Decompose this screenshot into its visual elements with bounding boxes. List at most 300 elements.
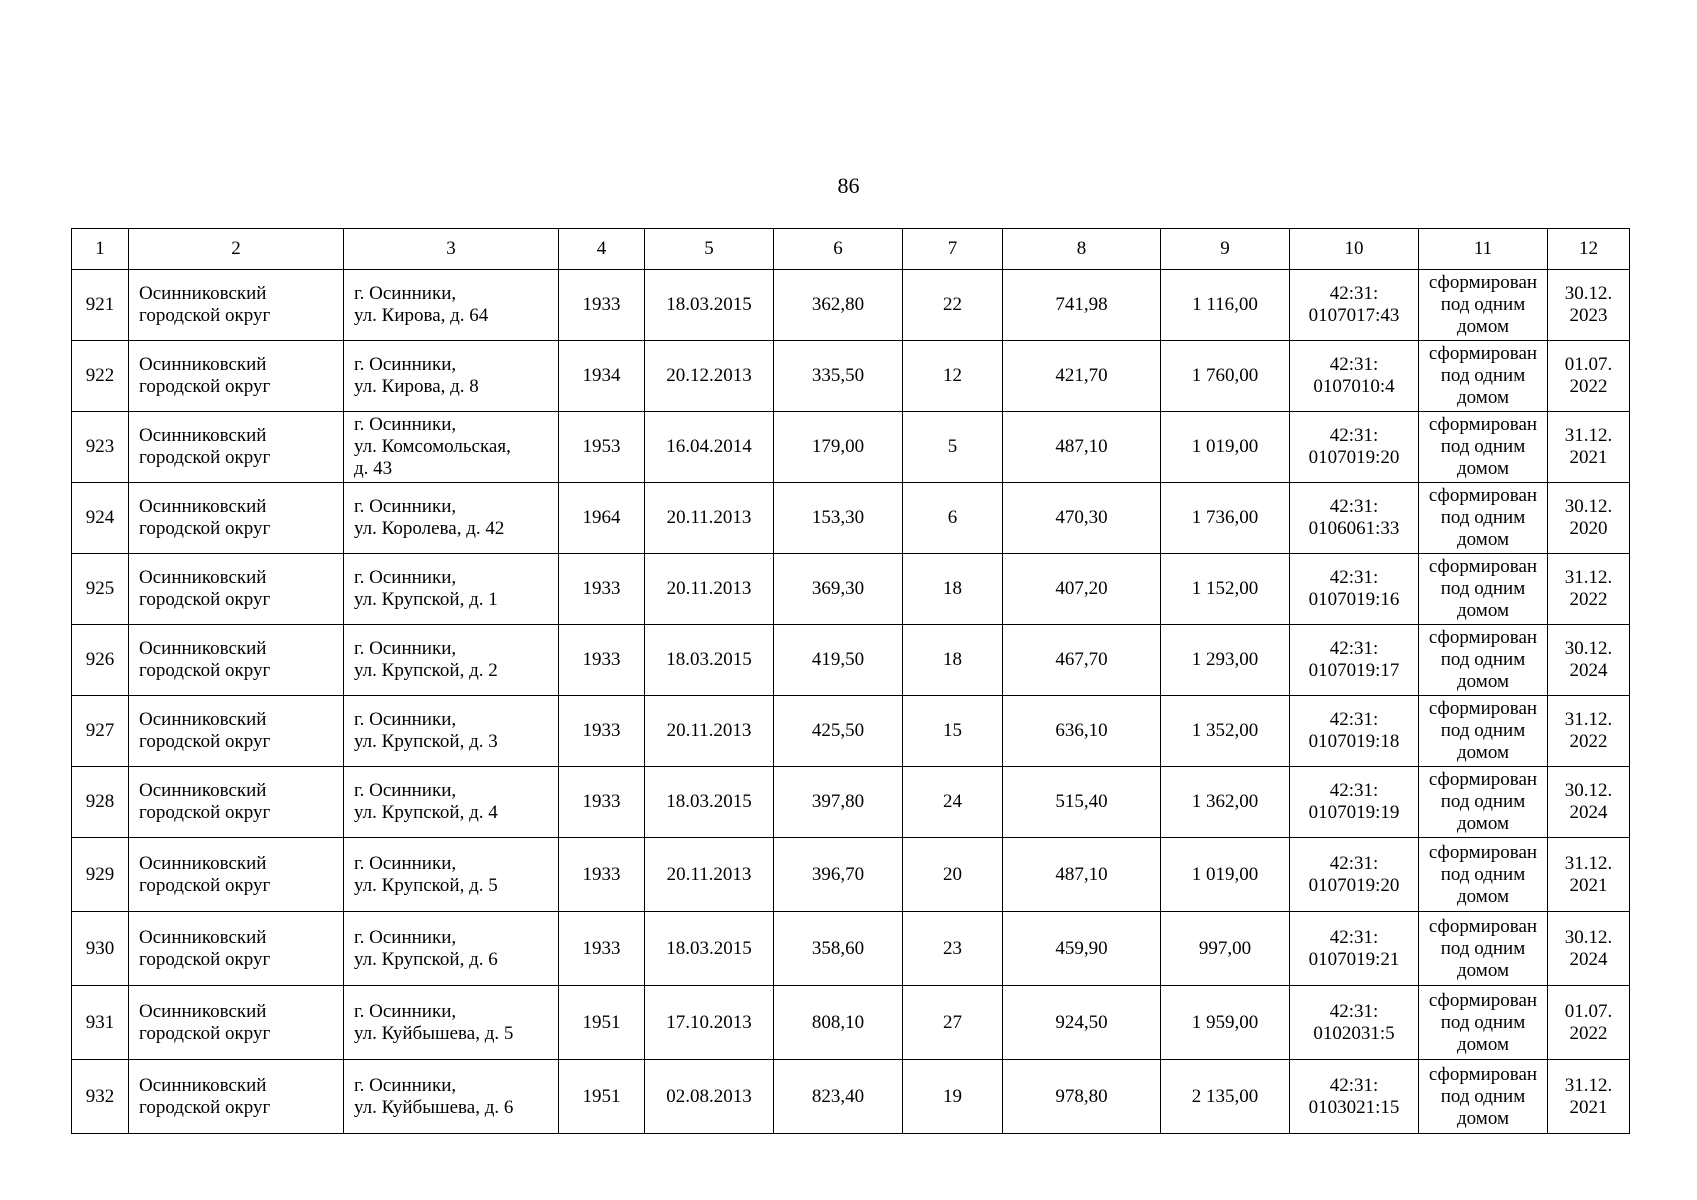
address-cell-line: ул. Комсомольская, bbox=[354, 436, 511, 457]
status-cell-line: сформирован bbox=[1428, 769, 1538, 790]
status-cell bbox=[1419, 625, 1548, 696]
value-col-8: 470,30 bbox=[1003, 483, 1161, 554]
municipality-cell bbox=[129, 341, 344, 412]
status-cell-line: сформирован bbox=[1428, 485, 1538, 506]
status-cell-line: сформирован bbox=[1428, 1063, 1538, 1085]
status-cell bbox=[1419, 554, 1548, 625]
table-row bbox=[72, 341, 1630, 412]
value-col-7: 22 bbox=[903, 270, 1003, 341]
column-header-5: 5 bbox=[645, 229, 774, 270]
cadastral-number-cell-line: 42:31: bbox=[1329, 354, 1379, 375]
value-col-6: 808,10 bbox=[774, 986, 903, 1060]
municipality-cell-line: городской округ bbox=[139, 660, 271, 681]
value-col-6: 425,50 bbox=[774, 696, 903, 767]
deadline-cell-line: 2020 bbox=[1569, 518, 1608, 539]
date-cell: 02.08.2013 bbox=[645, 1060, 774, 1134]
cadastral-number-cell bbox=[1290, 625, 1419, 696]
municipality-cell bbox=[129, 1060, 344, 1134]
value-col-9: 1 959,00 bbox=[1161, 986, 1290, 1060]
status-cell-line: под одним bbox=[1440, 1085, 1526, 1107]
year-cell: 1933 bbox=[559, 838, 645, 912]
value-col-6: 153,30 bbox=[774, 483, 903, 554]
year-cell: 1933 bbox=[559, 696, 645, 767]
cadastral-number-cell-line: 42:31: bbox=[1329, 852, 1379, 874]
year-cell: 1953 bbox=[559, 412, 645, 483]
address-cell bbox=[344, 483, 559, 554]
municipality-cell-line: Осинниковский bbox=[139, 1000, 267, 1022]
municipality-cell-line: городской округ bbox=[139, 518, 271, 539]
value-col-8: 636,10 bbox=[1003, 696, 1161, 767]
municipality-cell-line: Осинниковский bbox=[139, 425, 267, 446]
row-number: 921 bbox=[72, 270, 129, 341]
cadastral-number-cell-line: 42:31: bbox=[1329, 709, 1379, 730]
municipality-cell-line: Осинниковский bbox=[139, 567, 267, 588]
deadline-cell-line: 2022 bbox=[1569, 731, 1608, 752]
value-col-6: 362,80 bbox=[774, 270, 903, 341]
date-cell: 18.03.2015 bbox=[645, 625, 774, 696]
cadastral-number-cell bbox=[1290, 270, 1419, 341]
table-row bbox=[72, 625, 1630, 696]
date-cell: 16.04.2014 bbox=[645, 412, 774, 483]
table-row bbox=[72, 412, 1630, 483]
address-cell-line: ул. Куйбышева, д. 5 bbox=[354, 1022, 514, 1044]
status-cell-line: домом bbox=[1457, 671, 1509, 692]
value-col-6: 397,80 bbox=[774, 767, 903, 838]
address-cell bbox=[344, 767, 559, 838]
value-col-7: 15 bbox=[903, 696, 1003, 767]
column-header-3: 3 bbox=[344, 229, 559, 270]
deadline-cell-line: 2024 bbox=[1569, 802, 1608, 823]
deadline-cell bbox=[1548, 341, 1630, 412]
address-cell-line: г. Осинники, bbox=[354, 852, 457, 874]
value-col-8: 487,10 bbox=[1003, 838, 1161, 912]
municipality-cell bbox=[129, 838, 344, 912]
cadastral-number-cell bbox=[1290, 696, 1419, 767]
cadastral-number-cell-line: 0102031:5 bbox=[1313, 1022, 1395, 1044]
column-header-10: 10 bbox=[1290, 229, 1419, 270]
cadastral-number-cell bbox=[1290, 912, 1419, 986]
table-row bbox=[72, 270, 1630, 341]
row-number: 932 bbox=[72, 1060, 129, 1134]
municipality-cell-line: Осинниковский bbox=[139, 780, 267, 801]
deadline-cell-line: 01.07. bbox=[1564, 354, 1613, 375]
address-cell-line: ул. Крупской, д. 5 bbox=[354, 874, 498, 896]
address-cell-line: ул. Крупской, д. 2 bbox=[354, 660, 498, 681]
municipality-cell bbox=[129, 625, 344, 696]
deadline-cell bbox=[1548, 1060, 1630, 1134]
deadline-cell bbox=[1548, 554, 1630, 625]
cadastral-number-cell bbox=[1290, 341, 1419, 412]
deadline-cell bbox=[1548, 483, 1630, 554]
municipality-cell-line: городской округ bbox=[139, 874, 271, 896]
deadline-cell-line: 2022 bbox=[1569, 1022, 1608, 1044]
status-cell-line: под одним bbox=[1440, 578, 1526, 599]
status-cell-line: домом bbox=[1457, 813, 1509, 834]
status-cell-line: сформирован bbox=[1428, 915, 1538, 937]
municipality-cell-line: городской округ bbox=[139, 376, 271, 397]
value-col-9: 1 019,00 bbox=[1161, 838, 1290, 912]
date-cell: 20.11.2013 bbox=[645, 696, 774, 767]
row-number: 928 bbox=[72, 767, 129, 838]
row-number: 922 bbox=[72, 341, 129, 412]
deadline-cell bbox=[1548, 838, 1630, 912]
deadline-cell-line: 31.12. bbox=[1564, 1074, 1613, 1096]
cadastral-number-cell-line: 0107010:4 bbox=[1313, 376, 1395, 397]
address-cell bbox=[344, 625, 559, 696]
municipality-cell bbox=[129, 767, 344, 838]
status-cell bbox=[1419, 1060, 1548, 1134]
table-row bbox=[72, 838, 1630, 912]
deadline-cell-line: 30.12. bbox=[1564, 926, 1613, 948]
address-cell bbox=[344, 838, 559, 912]
value-col-8: 487,10 bbox=[1003, 412, 1161, 483]
column-header-11: 11 bbox=[1419, 229, 1548, 270]
column-header-9: 9 bbox=[1161, 229, 1290, 270]
date-cell: 20.11.2013 bbox=[645, 483, 774, 554]
address-cell-line: г. Осинники, bbox=[354, 926, 457, 948]
status-cell-line: под одним bbox=[1440, 720, 1526, 741]
deadline-cell-line: 31.12. bbox=[1564, 567, 1613, 588]
address-cell bbox=[344, 412, 559, 483]
deadline-cell-line: 30.12. bbox=[1564, 780, 1613, 801]
table-row bbox=[72, 696, 1630, 767]
cadastral-number-cell-line: 0107019:17 bbox=[1308, 660, 1400, 681]
address-cell-line: д. 43 bbox=[354, 458, 393, 479]
table-header bbox=[72, 229, 1630, 270]
deadline-cell-line: 2023 bbox=[1569, 305, 1608, 326]
column-header-7: 7 bbox=[903, 229, 1003, 270]
address-cell-line: ул. Крупской, д. 3 bbox=[354, 731, 498, 752]
value-col-7: 27 bbox=[903, 986, 1003, 1060]
status-cell-line: под одним bbox=[1440, 937, 1526, 959]
cadastral-number-cell-line: 42:31: bbox=[1329, 926, 1379, 948]
status-cell-line: сформирован bbox=[1428, 414, 1538, 435]
deadline-cell bbox=[1548, 767, 1630, 838]
value-col-9: 1 293,00 bbox=[1161, 625, 1290, 696]
address-cell-line: ул. Кирова, д. 64 bbox=[354, 305, 489, 326]
municipality-cell-line: городской округ bbox=[139, 1096, 271, 1118]
address-cell-line: г. Осинники, bbox=[354, 638, 457, 659]
housing-registry-table bbox=[71, 228, 1630, 1134]
cadastral-number-cell-line: 42:31: bbox=[1329, 567, 1379, 588]
cadastral-number-cell-line: 0107019:16 bbox=[1308, 589, 1400, 610]
year-cell: 1933 bbox=[559, 912, 645, 986]
municipality-cell-line: городской округ bbox=[139, 1022, 271, 1044]
address-cell-line: ул. Кирова, д. 8 bbox=[354, 376, 479, 397]
deadline-cell-line: 2024 bbox=[1569, 660, 1608, 681]
status-cell-line: под одним bbox=[1440, 649, 1526, 670]
deadline-cell bbox=[1548, 270, 1630, 341]
date-cell: 17.10.2013 bbox=[645, 986, 774, 1060]
date-cell: 20.11.2013 bbox=[645, 838, 774, 912]
status-cell-line: домом bbox=[1457, 387, 1509, 408]
value-col-7: 24 bbox=[903, 767, 1003, 838]
year-cell: 1933 bbox=[559, 554, 645, 625]
cadastral-number-cell bbox=[1290, 986, 1419, 1060]
value-col-7: 20 bbox=[903, 838, 1003, 912]
row-number: 926 bbox=[72, 625, 129, 696]
cadastral-number-cell-line: 0107019:19 bbox=[1308, 802, 1400, 823]
cadastral-number-cell-line: 0107019:20 bbox=[1308, 874, 1400, 896]
address-cell-line: г. Осинники, bbox=[354, 567, 457, 588]
value-col-6: 396,70 bbox=[774, 838, 903, 912]
year-cell: 1964 bbox=[559, 483, 645, 554]
address-cell bbox=[344, 1060, 559, 1134]
address-cell bbox=[344, 554, 559, 625]
deadline-cell-line: 30.12. bbox=[1564, 283, 1613, 304]
value-col-6: 419,50 bbox=[774, 625, 903, 696]
deadline-cell-line: 30.12. bbox=[1564, 638, 1613, 659]
status-cell-line: домом bbox=[1457, 1033, 1509, 1055]
date-cell: 18.03.2015 bbox=[645, 270, 774, 341]
municipality-cell-line: Осинниковский bbox=[139, 709, 267, 730]
status-cell bbox=[1419, 412, 1548, 483]
date-cell: 20.12.2013 bbox=[645, 341, 774, 412]
status-cell-line: сформирован bbox=[1428, 841, 1538, 863]
municipality-cell bbox=[129, 696, 344, 767]
cadastral-number-cell-line: 42:31: bbox=[1329, 283, 1379, 304]
value-col-8: 459,90 bbox=[1003, 912, 1161, 986]
cadastral-number-cell-line: 0107019:18 bbox=[1308, 731, 1400, 752]
address-cell-line: г. Осинники, bbox=[354, 283, 457, 304]
value-col-6: 369,30 bbox=[774, 554, 903, 625]
value-col-6: 335,50 bbox=[774, 341, 903, 412]
table-row bbox=[72, 986, 1630, 1060]
address-cell-line: г. Осинники, bbox=[354, 709, 457, 730]
cadastral-number-cell-line: 42:31: bbox=[1329, 1000, 1379, 1022]
status-cell bbox=[1419, 767, 1548, 838]
cadastral-number-cell-line: 42:31: bbox=[1329, 425, 1379, 446]
municipality-cell bbox=[129, 554, 344, 625]
cadastral-number-cell-line: 0103021:15 bbox=[1308, 1096, 1400, 1118]
status-cell-line: сформирован bbox=[1428, 272, 1538, 293]
value-col-7: 18 bbox=[903, 554, 1003, 625]
value-col-9: 1 019,00 bbox=[1161, 412, 1290, 483]
municipality-cell-line: городской округ bbox=[139, 447, 271, 468]
municipality-cell-line: Осинниковский bbox=[139, 283, 267, 304]
cadastral-number-cell-line: 0107019:21 bbox=[1308, 948, 1400, 970]
cadastral-number-cell-line: 0106061:33 bbox=[1308, 518, 1400, 539]
status-cell-line: сформирован bbox=[1428, 556, 1538, 577]
address-cell-line: г. Осинники, bbox=[354, 354, 457, 375]
cadastral-number-cell-line: 0107019:20 bbox=[1308, 447, 1400, 468]
cadastral-number-cell bbox=[1290, 838, 1419, 912]
value-col-7: 23 bbox=[903, 912, 1003, 986]
row-number: 931 bbox=[72, 986, 129, 1060]
status-cell-line: домом bbox=[1457, 959, 1509, 981]
column-header-4: 4 bbox=[559, 229, 645, 270]
table-row bbox=[72, 912, 1630, 986]
value-col-8: 978,80 bbox=[1003, 1060, 1161, 1134]
deadline-cell-line: 31.12. bbox=[1564, 852, 1613, 874]
municipality-cell-line: городской округ bbox=[139, 305, 271, 326]
table-row bbox=[72, 554, 1630, 625]
value-col-6: 179,00 bbox=[774, 412, 903, 483]
address-cell-line: ул. Крупской, д. 1 bbox=[354, 589, 498, 610]
status-cell bbox=[1419, 912, 1548, 986]
status-cell bbox=[1419, 838, 1548, 912]
municipality-cell bbox=[129, 483, 344, 554]
address-cell bbox=[344, 912, 559, 986]
year-cell: 1934 bbox=[559, 341, 645, 412]
cadastral-number-cell bbox=[1290, 1060, 1419, 1134]
address-cell-line: ул. Королева, д. 42 bbox=[354, 518, 505, 539]
deadline-cell-line: 2021 bbox=[1569, 447, 1608, 468]
municipality-cell-line: Осинниковский bbox=[139, 1074, 267, 1096]
deadline-cell bbox=[1548, 625, 1630, 696]
value-col-9: 2 135,00 bbox=[1161, 1060, 1290, 1134]
address-cell bbox=[344, 341, 559, 412]
cadastral-number-cell-line: 42:31: bbox=[1329, 780, 1379, 801]
address-cell bbox=[344, 696, 559, 767]
row-number: 925 bbox=[72, 554, 129, 625]
value-col-7: 18 bbox=[903, 625, 1003, 696]
status-cell bbox=[1419, 986, 1548, 1060]
table-row bbox=[72, 483, 1630, 554]
value-col-9: 1 362,00 bbox=[1161, 767, 1290, 838]
status-cell-line: под одним bbox=[1440, 791, 1526, 812]
value-col-8: 741,98 bbox=[1003, 270, 1161, 341]
column-header-1: 1 bbox=[72, 229, 129, 270]
row-number: 927 bbox=[72, 696, 129, 767]
status-cell bbox=[1419, 341, 1548, 412]
deadline-cell bbox=[1548, 912, 1630, 986]
status-cell-line: сформирован bbox=[1428, 698, 1538, 719]
address-cell-line: г. Осинники, bbox=[354, 780, 457, 801]
cadastral-number-cell-line: 42:31: bbox=[1329, 638, 1379, 659]
status-cell-line: сформирован bbox=[1428, 627, 1538, 648]
column-header-2: 2 bbox=[129, 229, 344, 270]
address-cell-line: ул. Крупской, д. 6 bbox=[354, 948, 498, 970]
status-cell-line: домом bbox=[1457, 529, 1509, 550]
deadline-cell-line: 31.12. bbox=[1564, 425, 1613, 446]
column-header-12: 12 bbox=[1548, 229, 1630, 270]
deadline-cell-line: 2021 bbox=[1569, 874, 1608, 896]
deadline-cell-line: 31.12. bbox=[1564, 709, 1613, 730]
status-cell-line: домом bbox=[1457, 316, 1509, 337]
cadastral-number-cell bbox=[1290, 483, 1419, 554]
municipality-cell-line: Осинниковский bbox=[139, 852, 267, 874]
year-cell: 1951 bbox=[559, 1060, 645, 1134]
row-number: 924 bbox=[72, 483, 129, 554]
address-cell bbox=[344, 986, 559, 1060]
municipality-cell-line: Осинниковский bbox=[139, 354, 267, 375]
status-cell bbox=[1419, 483, 1548, 554]
value-col-7: 12 bbox=[903, 341, 1003, 412]
status-cell-line: домом bbox=[1457, 458, 1509, 479]
status-cell bbox=[1419, 696, 1548, 767]
row-number: 929 bbox=[72, 838, 129, 912]
year-cell: 1951 bbox=[559, 986, 645, 1060]
date-cell: 18.03.2015 bbox=[645, 912, 774, 986]
date-cell: 18.03.2015 bbox=[645, 767, 774, 838]
value-col-9: 1 152,00 bbox=[1161, 554, 1290, 625]
status-cell-line: домом bbox=[1457, 742, 1509, 763]
year-cell: 1933 bbox=[559, 270, 645, 341]
status-cell-line: сформирован bbox=[1428, 989, 1538, 1011]
deadline-cell bbox=[1548, 986, 1630, 1060]
column-header-8: 8 bbox=[1003, 229, 1161, 270]
municipality-cell bbox=[129, 270, 344, 341]
municipality-cell-line: городской округ bbox=[139, 948, 271, 970]
municipality-cell bbox=[129, 912, 344, 986]
deadline-cell-line: 2022 bbox=[1569, 589, 1608, 610]
value-col-8: 924,50 bbox=[1003, 986, 1161, 1060]
value-col-7: 5 bbox=[903, 412, 1003, 483]
date-cell: 20.11.2013 bbox=[645, 554, 774, 625]
column-header-6: 6 bbox=[774, 229, 903, 270]
municipality-cell-line: городской округ bbox=[139, 589, 271, 610]
cadastral-number-cell bbox=[1290, 412, 1419, 483]
address-cell-line: г. Осинники, bbox=[354, 1074, 457, 1096]
cadastral-number-cell-line: 42:31: bbox=[1329, 496, 1379, 517]
year-cell: 1933 bbox=[559, 625, 645, 696]
status-cell-line: под одним bbox=[1440, 1011, 1526, 1033]
value-col-9: 997,00 bbox=[1161, 912, 1290, 986]
status-cell-line: под одним bbox=[1440, 863, 1526, 885]
year-cell: 1933 bbox=[559, 767, 645, 838]
address-cell-line: ул. Куйбышева, д. 6 bbox=[354, 1096, 514, 1118]
status-cell-line: домом bbox=[1457, 1107, 1509, 1129]
row-number: 923 bbox=[72, 412, 129, 483]
table-body bbox=[72, 270, 1630, 1134]
cadastral-number-cell-line: 42:31: bbox=[1329, 1074, 1379, 1096]
deadline-cell-line: 30.12. bbox=[1564, 496, 1613, 517]
value-col-6: 823,40 bbox=[774, 1060, 903, 1134]
value-col-7: 19 bbox=[903, 1060, 1003, 1134]
header-row bbox=[72, 229, 1630, 270]
status-cell-line: сформирован bbox=[1428, 343, 1538, 364]
value-col-9: 1 760,00 bbox=[1161, 341, 1290, 412]
address-cell-line: г. Осинники, bbox=[354, 414, 457, 435]
deadline-cell-line: 2022 bbox=[1569, 376, 1608, 397]
address-cell-line: г. Осинники, bbox=[354, 1000, 457, 1022]
row-number: 930 bbox=[72, 912, 129, 986]
status-cell-line: под одним bbox=[1440, 507, 1526, 528]
deadline-cell bbox=[1548, 696, 1630, 767]
deadline-cell bbox=[1548, 412, 1630, 483]
municipality-cell-line: Осинниковский bbox=[139, 638, 267, 659]
value-col-8: 407,20 bbox=[1003, 554, 1161, 625]
address-cell-line: г. Осинники, bbox=[354, 496, 457, 517]
municipality-cell bbox=[129, 412, 344, 483]
value-col-6: 358,60 bbox=[774, 912, 903, 986]
page-number: 86 bbox=[837, 173, 860, 198]
status-cell-line: домом bbox=[1457, 600, 1509, 621]
status-cell-line: под одним bbox=[1440, 294, 1526, 315]
table-row bbox=[72, 1060, 1630, 1134]
municipality-cell bbox=[129, 986, 344, 1060]
status-cell bbox=[1419, 270, 1548, 341]
cadastral-number-cell-line: 0107017:43 bbox=[1308, 305, 1400, 326]
value-col-9: 1 736,00 bbox=[1161, 483, 1290, 554]
deadline-cell-line: 01.07. bbox=[1564, 1000, 1613, 1022]
cadastral-number-cell bbox=[1290, 767, 1419, 838]
value-col-7: 6 bbox=[903, 483, 1003, 554]
municipality-cell-line: городской округ bbox=[139, 802, 271, 823]
table-row bbox=[72, 767, 1630, 838]
municipality-cell-line: Осинниковский bbox=[139, 496, 267, 517]
value-col-8: 467,70 bbox=[1003, 625, 1161, 696]
status-cell-line: под одним bbox=[1440, 365, 1526, 386]
cadastral-number-cell bbox=[1290, 554, 1419, 625]
status-cell-line: под одним bbox=[1440, 436, 1526, 457]
value-col-9: 1 352,00 bbox=[1161, 696, 1290, 767]
status-cell-line: домом bbox=[1457, 885, 1509, 907]
address-cell bbox=[344, 270, 559, 341]
address-cell-line: ул. Крупской, д. 4 bbox=[354, 802, 498, 823]
value-col-8: 421,70 bbox=[1003, 341, 1161, 412]
